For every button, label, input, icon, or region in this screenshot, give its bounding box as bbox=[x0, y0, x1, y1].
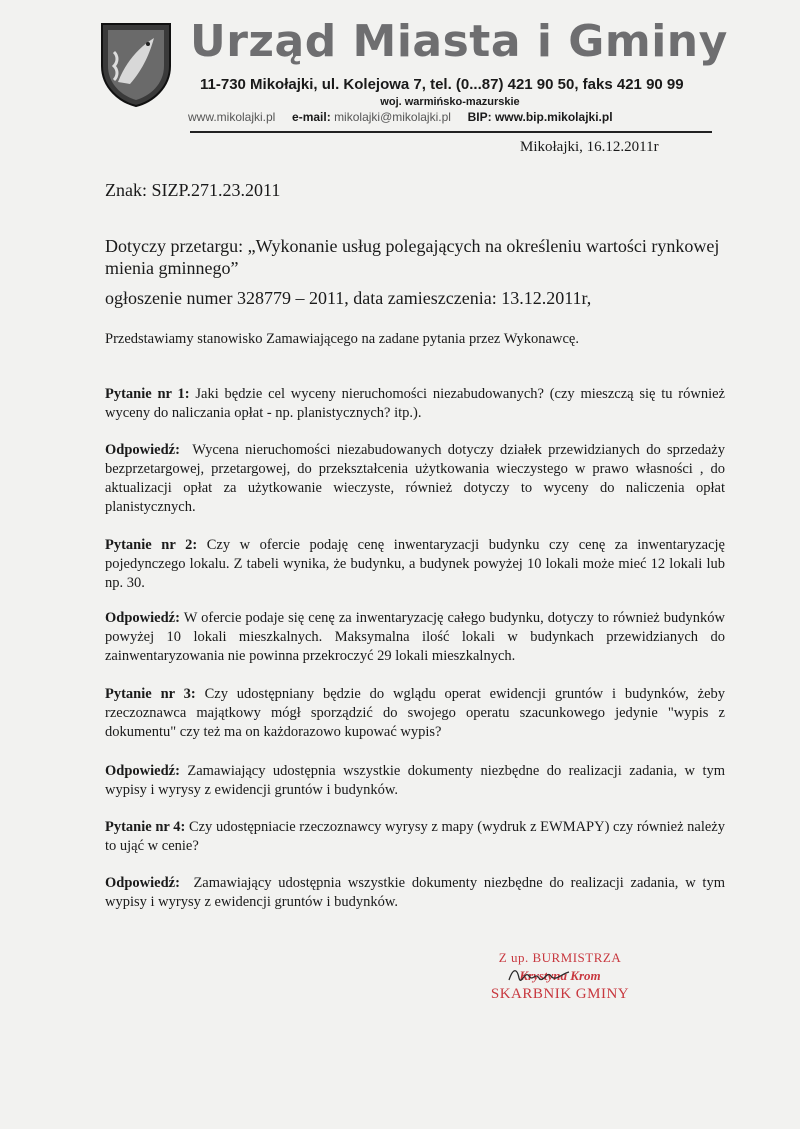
answer-2 bbox=[105, 609, 725, 666]
website-link[interactable]: www.mikolajki.pl bbox=[188, 110, 276, 124]
handwritten-signature-icon bbox=[505, 962, 575, 988]
office-name: Urząd Miasta i Gminy bbox=[190, 16, 728, 67]
coat-of-arms-icon bbox=[100, 22, 172, 108]
letterhead-divider bbox=[190, 131, 712, 133]
question-4 bbox=[105, 818, 725, 856]
question-label: Pytanie nr 1: bbox=[105, 386, 190, 402]
email-label: e-mail: bbox=[292, 110, 331, 124]
answer-text: W ofercie podaje się cenę za inwentaryzację całego budynku, dotyczy to również budynków powyżej 10 lokali mieszkalnych. Maksymalna ilość lokali w budynkach przewidzianych do zainwentaryzowania nie powinna przekroczyć 29 lokali mieszkalnych. bbox=[105, 610, 725, 664]
office-region: woj. warmińsko-mazurskie bbox=[380, 96, 520, 108]
email-link[interactable]: mikolajki@mikolajki.pl bbox=[334, 110, 451, 124]
intro-text: Przedstawiamy stanowisko Zamawiającego na zadane pytania przez Wykonawcę. bbox=[105, 331, 579, 347]
question-text: Jaki będzie cel wyceny nieruchomości niezabudowanych? (czy mieszczą się tu również wyceny do naliczania opłat - np. planistycznych? itp.). bbox=[105, 386, 725, 421]
bip-link[interactable]: www.bip.mikolajki.pl bbox=[494, 110, 613, 124]
answer-label: Odpowiedź: bbox=[105, 875, 180, 891]
office-address: 11-730 Mikołajki, ul. Kolejowa 7, tel. (0...87) 421 90 50, faks 421 90 99 bbox=[200, 76, 684, 93]
question-text: Czy w ofercie podaję cenę inwentaryzacji budynku czy cenę za inwentaryzację pojedynczego lokalu. Z tabeli wynika, że budynku, a budynek powyżej 10 lokali może mieć 12 lokali lub np. 30. bbox=[105, 537, 725, 591]
notice-line: ogłoszenie numer 328779 – 2011, data zamieszczenia: 13.12.2011r, bbox=[105, 288, 592, 308]
answer-text: Zamawiający udostępnia wszystkie dokumenty niezbędne do realizacji zadania, w tym wypisy i wyrysy z ewidencji gruntów i budynków. bbox=[105, 763, 726, 798]
signature-authorization: Z up. BURMISTRZA bbox=[498, 950, 622, 965]
question-label: Pytanie nr 4: bbox=[105, 819, 186, 835]
question-label: Pytanie nr 2: bbox=[105, 537, 198, 553]
reference-number: Znak: SIZP.271.23.2011 bbox=[105, 180, 281, 200]
bip-label: BIP: bbox=[467, 110, 492, 124]
question-3 bbox=[105, 685, 725, 742]
subject-line: Dotyczy przetargu: „Wykonanie usług polegających na określeniu wartości rynkowej mienia gminnego” bbox=[105, 236, 720, 278]
answer-4 bbox=[105, 874, 725, 912]
document-date: Mikołajki, 16.12.2011r bbox=[520, 139, 659, 155]
answer-label: Odpowiedź: bbox=[105, 610, 180, 626]
question-text: Czy udostępniacie rzeczoznawcy wyrysy z mapy (wydruk z EWMAPY) czy również należy to ująć w cenie? bbox=[105, 819, 725, 854]
answer-label: Odpowiedź: bbox=[105, 442, 180, 458]
question-2 bbox=[105, 536, 725, 593]
answer-1 bbox=[105, 441, 725, 517]
question-1 bbox=[105, 385, 725, 423]
answer-3 bbox=[105, 762, 725, 800]
signatory-name: Krystyna Krom bbox=[519, 968, 601, 983]
question-text: Czy udostępniany będzie do wglądu operat ewidencji gruntów i budynków, żeby rzeczoznawca majątkowy mógł sporządzić do swojego operatu szacunkowego jedynie "wypis z dokumentu" czy też ma on każdorazowo kupować wypis? bbox=[105, 686, 726, 740]
office-contact bbox=[188, 110, 708, 124]
question-label: Pytanie nr 3: bbox=[105, 686, 196, 702]
answer-label: Odpowiedź: bbox=[105, 763, 180, 779]
signatory-role: SKARBNIK GMINY bbox=[490, 986, 630, 1002]
answer-text: Wycena nieruchomości niezabudowanych dotyczy działek przewidzianych do sprzedaży bezprzetargowej, przetargowej, do przekształcenia użytkowania wieczystego w prawo własności , do aktualizacji opłat za użytkowanie wieczyste, również dotyczy to wyceny do naliczenia opłat planistycznych. bbox=[105, 442, 725, 515]
answer-text: Zamawiający udostępnia wszystkie dokumenty niezbędne do realizacji zadania, w tym wypisy i wyrysy z ewidencji gruntów i budynków. bbox=[105, 875, 725, 910]
